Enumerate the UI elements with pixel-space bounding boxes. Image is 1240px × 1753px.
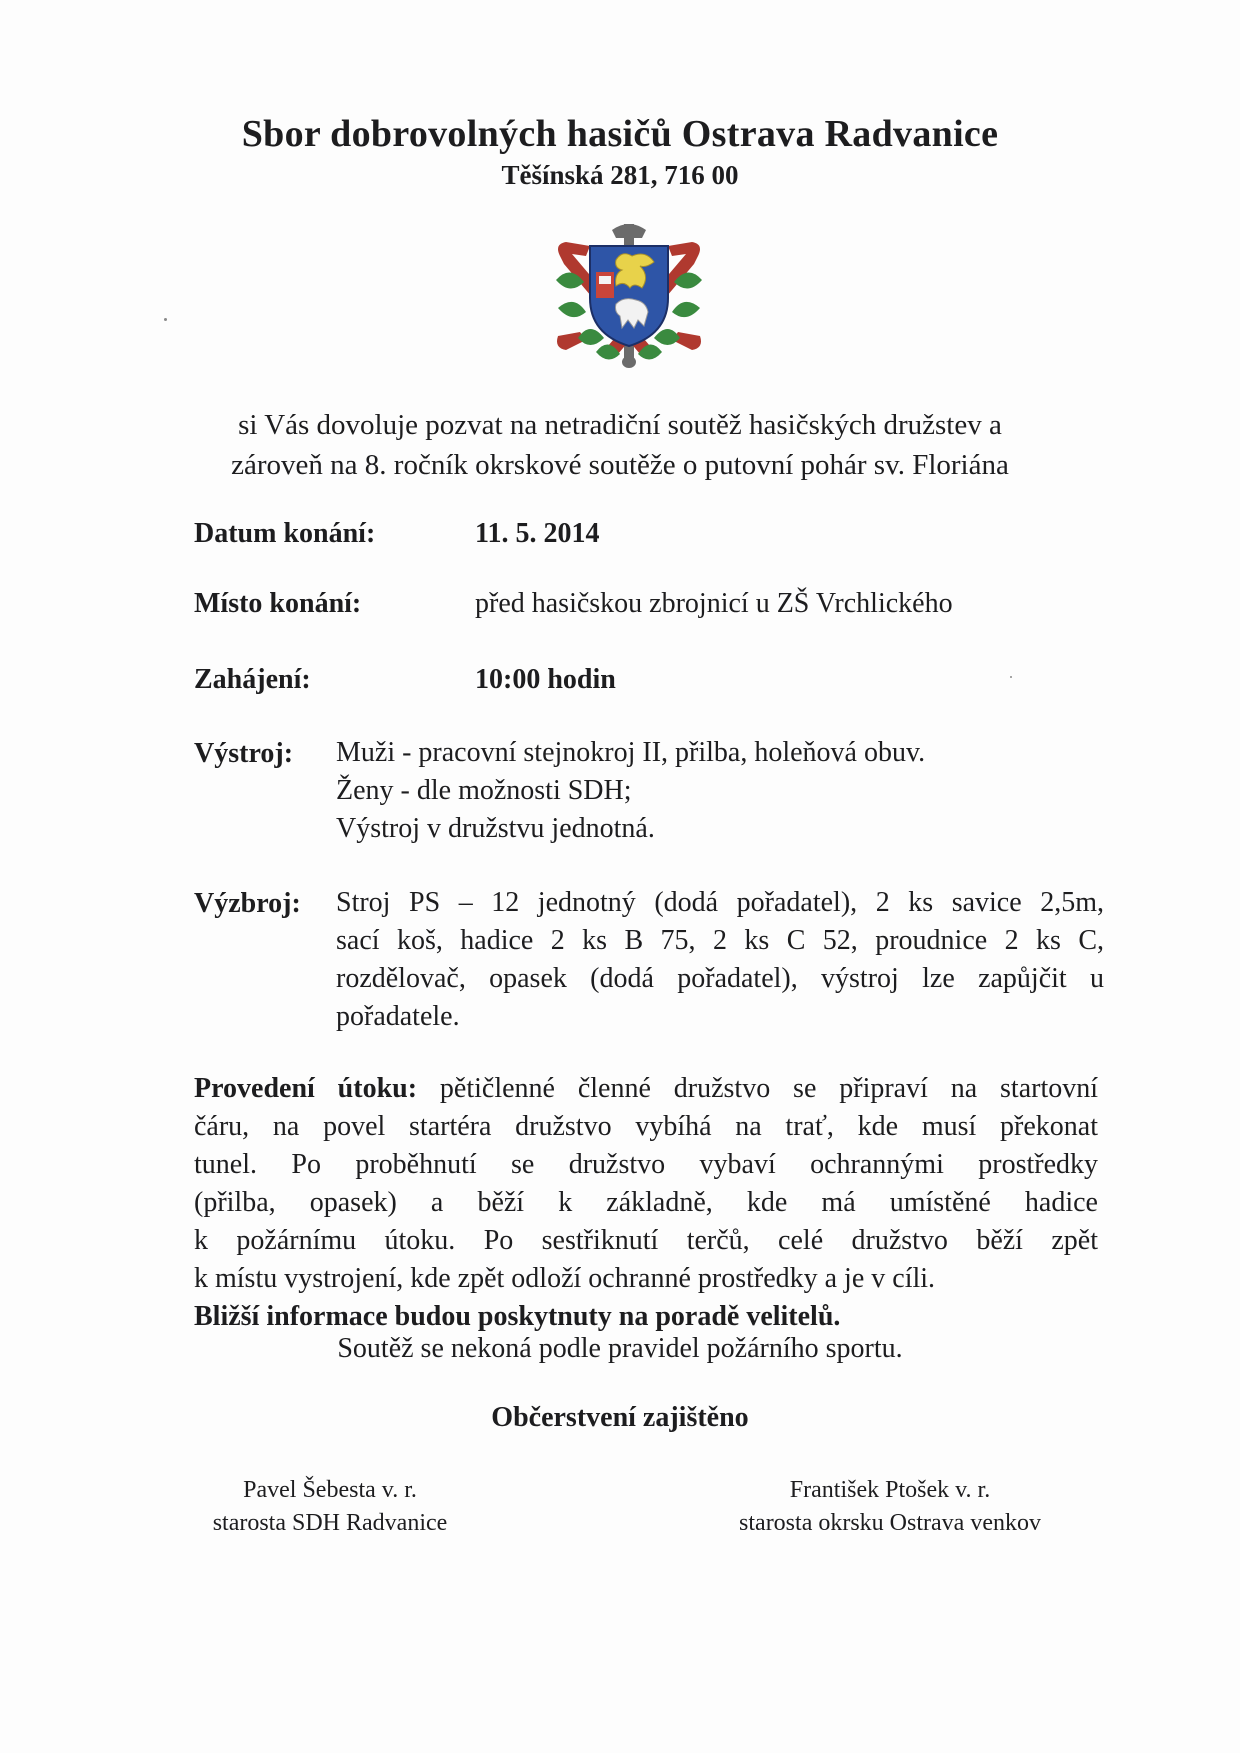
fire-brigade-emblem-icon bbox=[550, 216, 708, 372]
date-label: Datum konání: bbox=[194, 518, 376, 549]
briefing-note: Bližší informace budou poskytnuty na poradě velitelů. bbox=[194, 1301, 841, 1332]
scan-speck bbox=[1010, 676, 1012, 678]
rules-note: Soutěž se nekoná podle pravidel požárního sportu. bbox=[337, 1333, 903, 1364]
signature-name: Pavel Šebesta v. r. bbox=[243, 1477, 417, 1503]
signature-role: starosta okrsku Ostrava venkov bbox=[739, 1510, 1041, 1536]
attack-line: k místu vystrojení, kde zpět odloží ochranné prostředky a je v cíli. bbox=[194, 1263, 936, 1294]
refreshments-note: Občerstvení zajištěno bbox=[491, 1402, 749, 1433]
attack-line: k požárnímu útoku. Po sestřiknutí terčů, celé družstvo běží zpět bbox=[194, 1225, 1098, 1256]
address: Těšínská 281, 716 00 bbox=[501, 160, 739, 190]
attack-label: Provedení útoku: bbox=[194, 1073, 418, 1104]
signature-role: starosta SDH Radvanice bbox=[212, 1510, 448, 1536]
attack-section bbox=[194, 1070, 1098, 1336]
start-label: Zahájení: bbox=[194, 664, 311, 695]
start-value: 10:00 hodin bbox=[475, 664, 616, 695]
equipment-label: Výstroj: bbox=[194, 738, 294, 769]
equipment-text bbox=[336, 734, 925, 848]
place-value: před hasičskou zbrojnicí u ZŠ Vrchlického bbox=[475, 588, 953, 619]
gear-line: Stroj PS – 12 jednotný (dodá pořadatel), 2 ks savice 2,5m, bbox=[336, 887, 1104, 918]
date-value: 11. 5. 2014 bbox=[475, 518, 600, 549]
invitation-text bbox=[0, 405, 1240, 485]
attack-first-line bbox=[194, 1070, 1098, 1108]
equipment-line: Výstroj v družstvu jednotná. bbox=[336, 813, 655, 844]
signature-right bbox=[700, 1474, 1080, 1540]
signature-name: František Ptošek v. r. bbox=[789, 1477, 991, 1503]
equipment-line: Ženy - dle možnosti SDH; bbox=[336, 775, 632, 806]
invitation-line-1: si Vás dovoluje pozvat na netradiční soutěž hasičských družstev a bbox=[238, 409, 1002, 441]
attack-first-line-text: pětičlenné členné družstvo se připraví na startovní bbox=[439, 1073, 1099, 1104]
gear-text bbox=[336, 884, 1104, 1036]
gear-line: sací koš, hadice 2 ks B 75, 2 ks C 52, proudnice 2 ks C, bbox=[336, 925, 1104, 956]
signature-left bbox=[180, 1474, 480, 1540]
document-title: Sbor dobrovolných hasičů Ostrava Radvanice bbox=[241, 113, 999, 155]
scan-speck bbox=[164, 318, 167, 321]
attack-line: (přilba, opasek) a běží k základně, kde má umístěné hadice bbox=[194, 1187, 1098, 1218]
equipment-line: Muži - pracovní stejnokroj II, přilba, holeňová obuv. bbox=[336, 737, 926, 768]
attack-line: čáru, na povel startéra družstvo vybíhá na trať, kde musí překonat bbox=[194, 1111, 1098, 1142]
place-label: Místo konání: bbox=[194, 588, 362, 619]
gear-label: Výzbroj: bbox=[194, 888, 301, 919]
attack-line: tunel. Po proběhnutí se družstvo vybaví ochrannými prostředky bbox=[194, 1149, 1098, 1180]
gear-line: rozdělovač, opasek (dodá pořadatel), výstroj lze zapůjčit u bbox=[336, 963, 1104, 994]
invitation-line-2: zároveň na 8. ročník okrskové soutěže o putovní pohár sv. Floriána bbox=[231, 449, 1009, 481]
gear-line: pořadatele. bbox=[336, 1001, 460, 1032]
